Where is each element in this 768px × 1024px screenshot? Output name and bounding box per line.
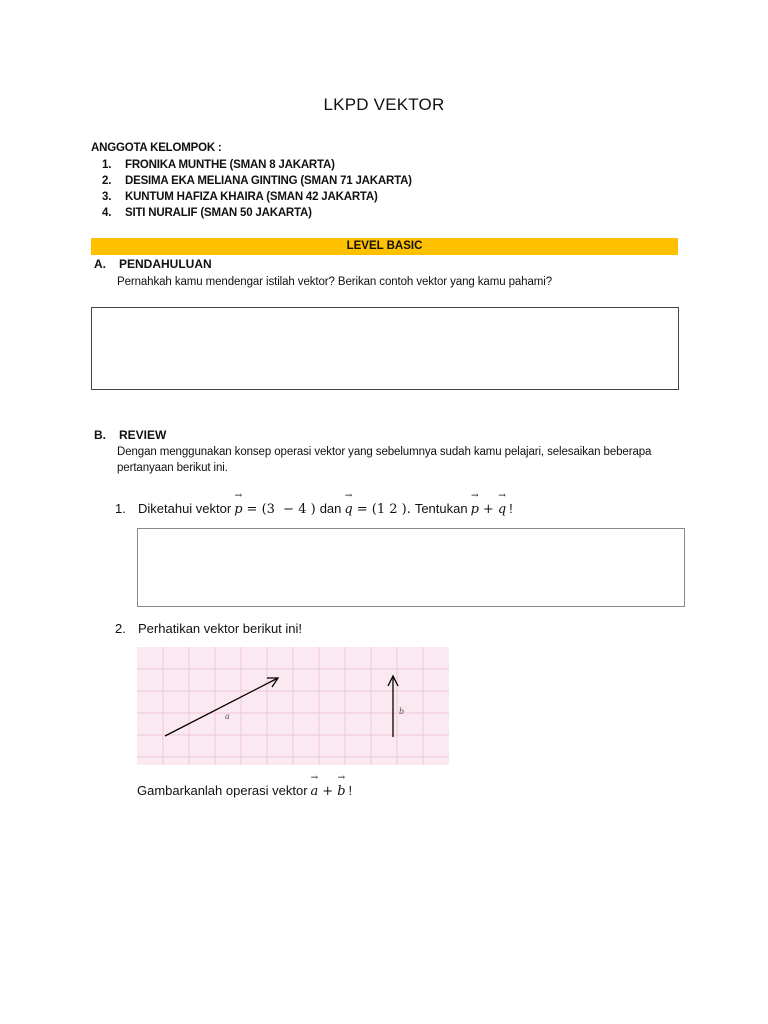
vector-p: → p xyxy=(234,502,242,517)
question-2-text: Perhatikan vektor berikut ini! xyxy=(138,621,303,636)
instruction-plus: + xyxy=(322,784,334,799)
section-a-question: Pernahkah kamu mendengar istilah vektor? Berikan contoh vektor yang kamu pahami? xyxy=(117,276,552,288)
question-1-number: 1. xyxy=(115,501,126,516)
member-item: 2. DESIMA EKA MELIANA GINTING (SMAN 71 JAKARTA) xyxy=(102,175,412,187)
question-1 xyxy=(115,501,513,517)
question-1-answer-box[interactable] xyxy=(137,528,685,607)
question-2-instruction-text: Gambarkanlah operasi vektor xyxy=(137,783,308,798)
vector-p-value: = (3 − 4 ) xyxy=(246,502,316,517)
section-a-title: PENDAHULUAN xyxy=(119,257,212,271)
vector-q: → q xyxy=(344,502,352,517)
sum-plus: + xyxy=(482,502,494,517)
vector-grid-figure xyxy=(137,647,449,765)
vector-a-label: a xyxy=(225,712,230,721)
section-b-title: REVIEW xyxy=(119,428,167,442)
question-2 xyxy=(115,621,302,636)
question-2-instruction xyxy=(137,783,352,799)
section-b-letter: B. xyxy=(94,428,106,442)
members-heading: ANGGOTA KELOMPOK : xyxy=(91,142,222,154)
vector-b-label: b xyxy=(399,707,405,716)
question-2-end: ! xyxy=(348,783,353,798)
question-2-number: 2. xyxy=(115,621,126,636)
member-item: 1. FRONIKA MUNTHE (SMAN 8 JAKARTA) xyxy=(102,159,335,171)
question-1-end: ! xyxy=(509,501,513,516)
section-b-heading xyxy=(94,428,166,442)
level-banner: LEVEL BASIC xyxy=(91,238,678,255)
section-a-answer-box[interactable] xyxy=(91,307,679,390)
section-a-letter: A. xyxy=(94,257,106,271)
vector-q-value: = (1 2 ). xyxy=(356,502,411,517)
sum-vector-p: → p xyxy=(471,502,479,517)
question-1-tentukan: Tentukan xyxy=(414,501,468,516)
section-a-heading xyxy=(94,257,212,271)
question-1-dan: dan xyxy=(319,501,342,516)
members-list xyxy=(102,157,412,221)
instruction-vector-b: → b xyxy=(337,784,345,799)
member-item: 3. KUNTUM HAFIZA KHAIRA (SMAN 42 JAKARTA) xyxy=(102,191,378,203)
sum-vector-q: → q xyxy=(498,502,506,517)
instruction-vector-a: → a xyxy=(311,784,319,799)
member-item: 4. SITI NURALIF (SMAN 50 JAKARTA) xyxy=(102,207,312,219)
page-title: LKPD VEKTOR xyxy=(323,95,445,114)
section-b-intro: Dengan menggunakan konsep operasi vektor yang sebelumnya sudah kamu pelajari, selesaikan beberapa pertanyaan berikut ini. xyxy=(117,446,652,474)
question-1-text-start: Diketahui vektor xyxy=(138,501,232,516)
